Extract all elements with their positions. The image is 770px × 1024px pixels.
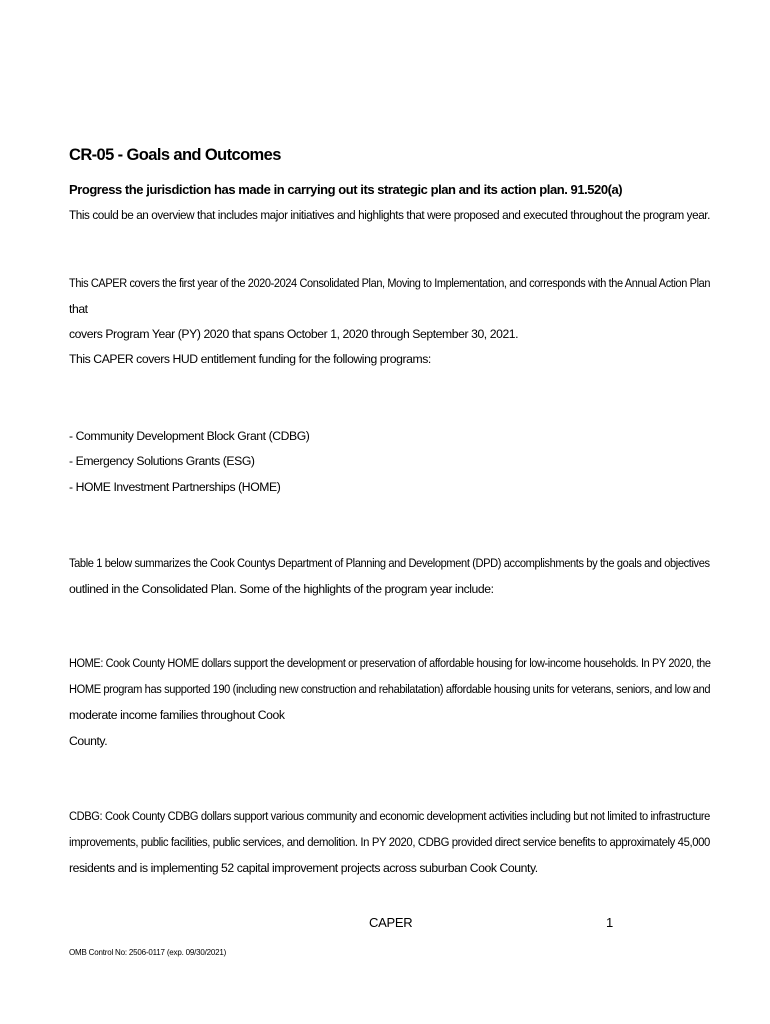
intro-line: This CAPER covers the first year of the 2020-2024 Consolidated Plan, Moving to Implementation, and corresponds with the Annual Action Plan <box>69 276 711 290</box>
program-item: - HOME Investment Partnerships (HOME) <box>69 480 281 494</box>
home-paragraph-line: HOME program has supported 190 (including new construction and rehabilatation) affordable housing units for veterans, seniors, and low and <box>69 682 711 696</box>
program-item: - Emergency Solutions Grants (ESG) <box>69 454 255 468</box>
program-item: - Community Development Block Grant (CDBG) <box>69 429 310 443</box>
page-title: CR-05 - Goals and Outcomes <box>69 146 281 164</box>
intro-line: that <box>69 302 88 316</box>
table-summary-line: outlined in the Consolidated Plan. Some of the highlights of the program year include: <box>69 582 494 596</box>
home-paragraph-line: HOME: Cook County HOME dollars support the development or preservation of affordable housing for low-income households. In PY 2020, the <box>69 656 711 670</box>
section-subtitle: Progress the jurisdiction has made in carrying out its strategic plan and its action plan. 91.520(a) <box>69 182 623 197</box>
table-summary-line: Table 1 below summarizes the Cook Countys Department of Planning and Development (DPD) accomplishments by the goals and objectives <box>69 556 710 570</box>
home-paragraph-line: moderate income families throughout Cook <box>69 708 285 722</box>
cdbg-paragraph-line: CDBG: Cook County CDBG dollars support various community and economic development activities including but not limited to infrastructure <box>69 809 710 823</box>
footer-label: CAPER <box>369 915 413 930</box>
intro-line: covers Program Year (PY) 2020 that spans October 1, 2020 through September 30, 2021. <box>69 327 519 341</box>
omb-control-number: OMB Control No: 2506-0117 (exp. 09/30/2021) <box>69 948 227 957</box>
overview-text: This could be an overview that includes major initiatives and highlights that were proposed and executed throughout the program year. <box>69 208 710 222</box>
home-paragraph-line: County. <box>69 734 108 748</box>
cdbg-paragraph-line: residents and is implementing 52 capital improvement projects across suburban Cook County. <box>69 861 538 875</box>
page-number: 1 <box>606 915 614 930</box>
cdbg-paragraph-line: improvements, public facilities, public services, and demolition. In PY 2020, CDBG provided direct service benefits to approximately 45,000 <box>69 835 710 849</box>
intro-line: This CAPER covers HUD entitlement funding for the following programs: <box>69 352 431 366</box>
